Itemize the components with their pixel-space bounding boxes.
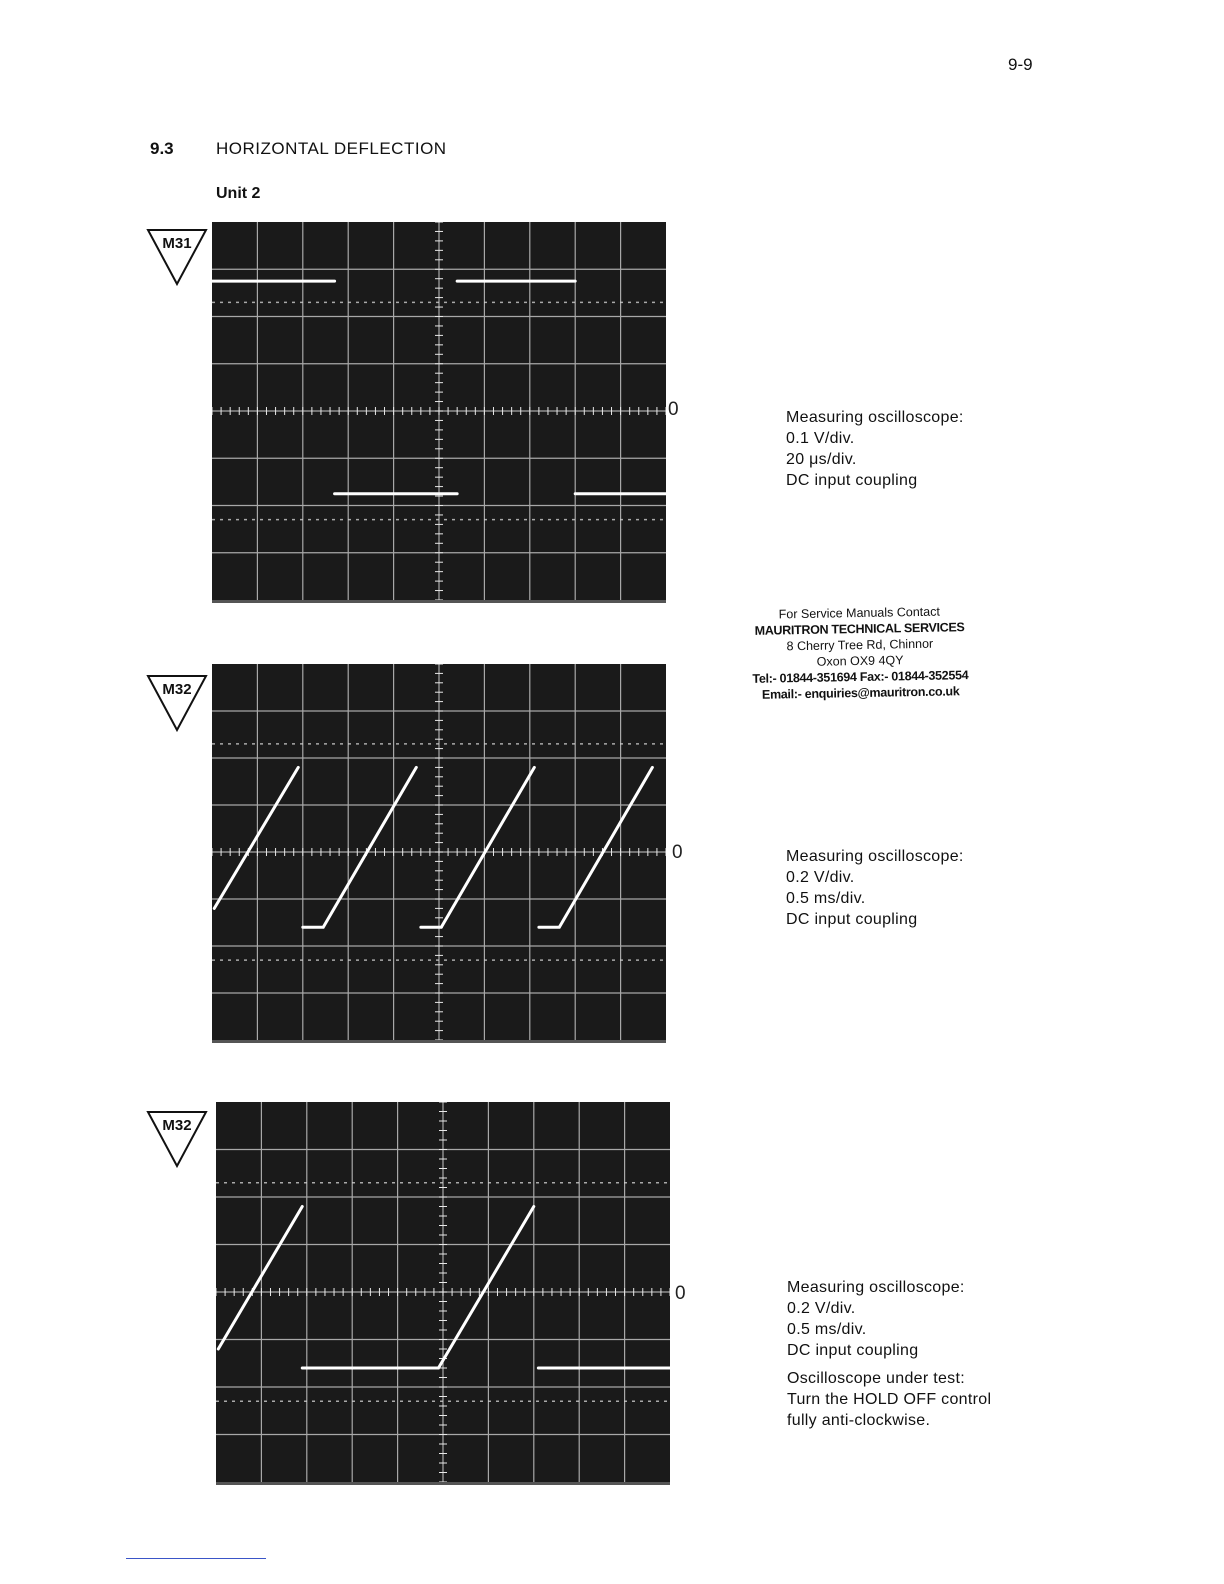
section-title: HORIZONTAL DEFLECTION	[216, 139, 447, 158]
settings-heading: Measuring oscilloscope:	[786, 848, 964, 865]
measurement-point-marker	[146, 228, 208, 286]
test-note: Turn the HOLD OFF control	[787, 1391, 992, 1408]
contact-email: Email:- enquiries@mauritron.co.uk	[761, 684, 960, 702]
footer-rule	[126, 1558, 266, 1559]
unit-label: Unit 2	[216, 185, 261, 202]
marker-label: M31	[162, 235, 192, 252]
settings-volts: 0.2 V/div.	[787, 1300, 856, 1317]
marker-label: M32	[162, 1117, 192, 1134]
contact-stamp	[739, 603, 981, 703]
zero-level-label: 0	[668, 399, 679, 420]
settings-heading: Measuring oscilloscope:	[786, 409, 964, 426]
test-note-heading: Oscilloscope under test:	[787, 1370, 965, 1387]
oscilloscope-screen	[212, 222, 666, 603]
zero-level-label: 0	[672, 842, 683, 863]
settings-volts: 0.2 V/div.	[786, 869, 855, 886]
contact-address: Oxon OX9 4QY	[816, 653, 904, 669]
settings-time: 0.5 ms/div.	[787, 1321, 867, 1338]
graticule	[212, 222, 666, 600]
test-note: fully anti-clockwise.	[787, 1412, 931, 1429]
scope-settings	[786, 407, 964, 491]
settings-volts: 0.1 V/div.	[786, 430, 855, 447]
section-number: 9.3	[150, 139, 174, 158]
measurement-point-marker	[146, 1110, 208, 1168]
scope-settings	[786, 846, 964, 930]
page-number: 9-9	[1008, 55, 1033, 74]
settings-coupling: DC input coupling	[786, 472, 918, 489]
settings-heading: Measuring oscilloscope:	[787, 1279, 965, 1296]
graticule	[212, 664, 666, 1040]
contact-phone: Tel:- 01844-351694 Fax:- 01844-352554	[752, 668, 969, 686]
marker-label: M32	[162, 681, 192, 698]
measurement-point-marker	[146, 674, 208, 732]
settings-coupling: DC input coupling	[787, 1342, 919, 1359]
scope-settings	[787, 1277, 991, 1431]
settings-time: 0.5 ms/div.	[786, 890, 866, 907]
oscilloscope-screen	[212, 664, 666, 1043]
settings-coupling: DC input coupling	[786, 911, 918, 928]
contact-line: For Service Manuals Contact	[778, 604, 941, 622]
graticule	[216, 1102, 670, 1482]
oscilloscope-screen	[216, 1102, 670, 1485]
settings-time: 20 μs/div.	[786, 451, 857, 468]
contact-address: 8 Cherry Tree Rd, Chinnor	[786, 636, 934, 654]
contact-company: MAURITRON TECHNICAL SERVICES	[754, 620, 965, 638]
zero-level-label: 0	[675, 1283, 686, 1304]
